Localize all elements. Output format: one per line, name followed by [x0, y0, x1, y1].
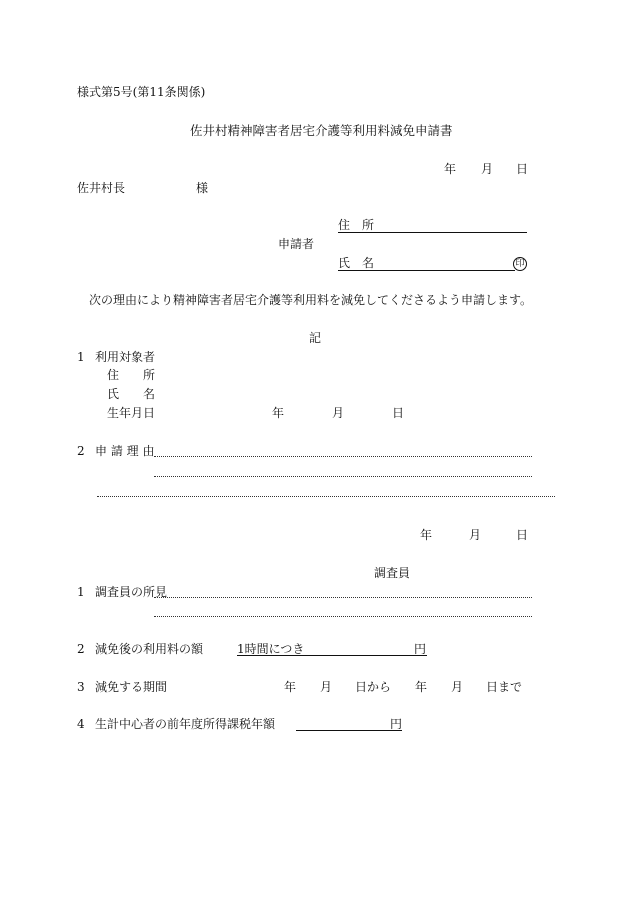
document-title: 佐井村精神障害者居宅介護等利用料減免申請書 — [190, 123, 453, 138]
inv2-number: 2 — [77, 642, 85, 656]
birth-year: 年 — [272, 406, 285, 420]
inv3-month2: 月 — [451, 680, 464, 694]
date-year: 年 — [444, 162, 457, 176]
section2-label: 申 請 理 由 — [95, 444, 155, 458]
date2-day: 日 — [516, 528, 529, 542]
inv3-year: 年 — [284, 680, 297, 694]
applicant-address-label: 住 所 — [338, 218, 375, 232]
section1-number: 1 — [77, 350, 85, 364]
date-day: 日 — [516, 162, 529, 176]
reason-line-1 — [154, 456, 532, 457]
birth-month: 月 — [332, 406, 345, 420]
section1-heading: 利用対象者 — [95, 350, 156, 364]
inv4-label: 生計中心者の前年度所得課税年額 — [95, 717, 276, 731]
findings-line-2 — [154, 616, 532, 617]
applicant-label: 申請者 — [278, 237, 315, 251]
addressee-name: 佐井村長 — [77, 181, 126, 195]
investigator-label: 調査員 — [374, 566, 411, 580]
inv3-label: 減免する期間 — [95, 680, 168, 694]
inv3-until: 日まで — [486, 680, 523, 694]
addressee-honorific: 様 — [196, 181, 209, 195]
inv2-label: 減免後の利用料の額 — [95, 642, 204, 656]
section2-number: 2 — [77, 444, 85, 458]
inv4-number: 4 — [77, 717, 85, 731]
date2-month: 月 — [469, 528, 482, 542]
inv3-number: 3 — [77, 680, 85, 694]
inv4-yen: 円 — [390, 717, 403, 731]
inv2-yen: 円 — [414, 642, 427, 656]
section1-name-label: 氏 名 — [107, 387, 156, 401]
inv4-amount-line — [296, 730, 402, 731]
applicant-name-label: 氏 名 — [338, 256, 375, 270]
inv3-year2: 年 — [415, 680, 428, 694]
date2-year: 年 — [420, 528, 433, 542]
applicant-name-line — [338, 270, 515, 271]
seal-glyph: 印 — [513, 257, 527, 271]
form-number: 様式第5号(第11条関係) — [77, 85, 206, 99]
reason-line-3 — [97, 496, 555, 497]
body-text: 次の理由により精神障害者居宅介護等利用料を減免してくださるよう申請します。 — [89, 293, 533, 307]
date-month: 月 — [481, 162, 494, 176]
reason-line-2 — [154, 476, 532, 477]
inv2-per-hour: 1時間につき — [237, 642, 305, 656]
findings-line-1 — [154, 597, 532, 598]
applicant-address-line — [338, 232, 527, 233]
section1-birth-label: 生年月日 — [107, 406, 156, 420]
inv2-amount-line — [237, 655, 427, 656]
inv1-label: 調査員の所見 — [95, 585, 168, 599]
inv1-number: 1 — [77, 585, 85, 599]
section1-address-label: 住 所 — [107, 368, 156, 382]
inv3-month: 月 — [320, 680, 333, 694]
seal-icon — [513, 255, 527, 271]
ki-heading: 記 — [309, 331, 322, 345]
birth-day: 日 — [392, 406, 405, 420]
inv3-from: 日から — [355, 680, 392, 694]
